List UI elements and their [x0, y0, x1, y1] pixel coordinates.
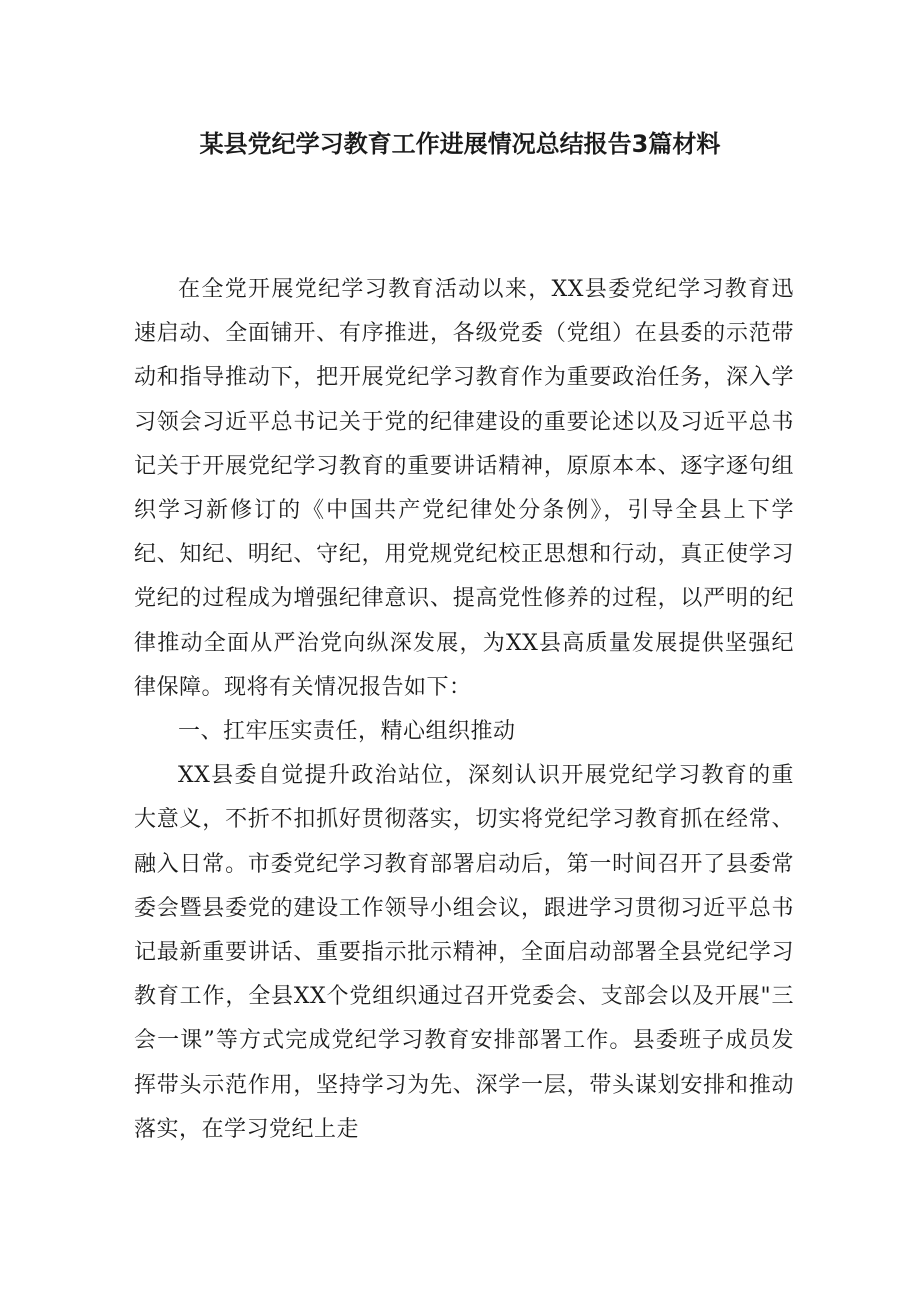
- intro-paragraph: 在全党开展党纪学习教育活动以来，XX县委党纪学习教育迅速启动、全面铺开、有序推进，各级党委（党组）在县委的示范带动和指导推动下，把开展党纪学习教育作为重要政治任务，深入学习领会习近平总书记关于党的纪律建设的重要论述以及习近平总书记关于开展党纪学习教育的重要讲话精神，原原本本、逐字逐句组织学习新修订的《中国共产党纪律处分条例》，引导全县上下学纪、知纪、明纪、守纪，用党规党纪校正思想和行动，真正使学习党纪的过程成为增强纪律意识、提高党性修养的过程，以严明的纪律推动全面从严治党向纵深发展，为XX县高质量发展提供坚强纪律保障。现将有关情况报告如下：: [134, 277, 794, 700]
- document-body: [134, 268, 794, 1152]
- document-title: 某县党纪学习教育工作进展情况总结报告3篇材料: [199, 130, 721, 158]
- section-heading: 一、扛牢压实责任，精心组织推动: [178, 719, 516, 745]
- section-paragraph: XX县委自觉提升政治站位，深刻认识开展党纪学习教育的重大意义，不折不扣抓好贯彻落实，切实将党纪学习教育抓在经常、融入日常。市委党纪学习教育部署启动后，第一时间召开了县委常委会暨县委党的建设工作领导小组会议，跟进学习贯彻习近平总书记最新重要讲话、重要指示批示精神，全面启动部署全县党纪学习教育工作，全县XX个党组织通过召开党委会、支部会以及开展"三会一课”等方式完成党纪学习教育安排部署工作。县委班子成员发挥带头示范作用，坚持学习为先、深学一层，带头谋划安排和推动落实，在学习党纪上走: [134, 763, 794, 1142]
